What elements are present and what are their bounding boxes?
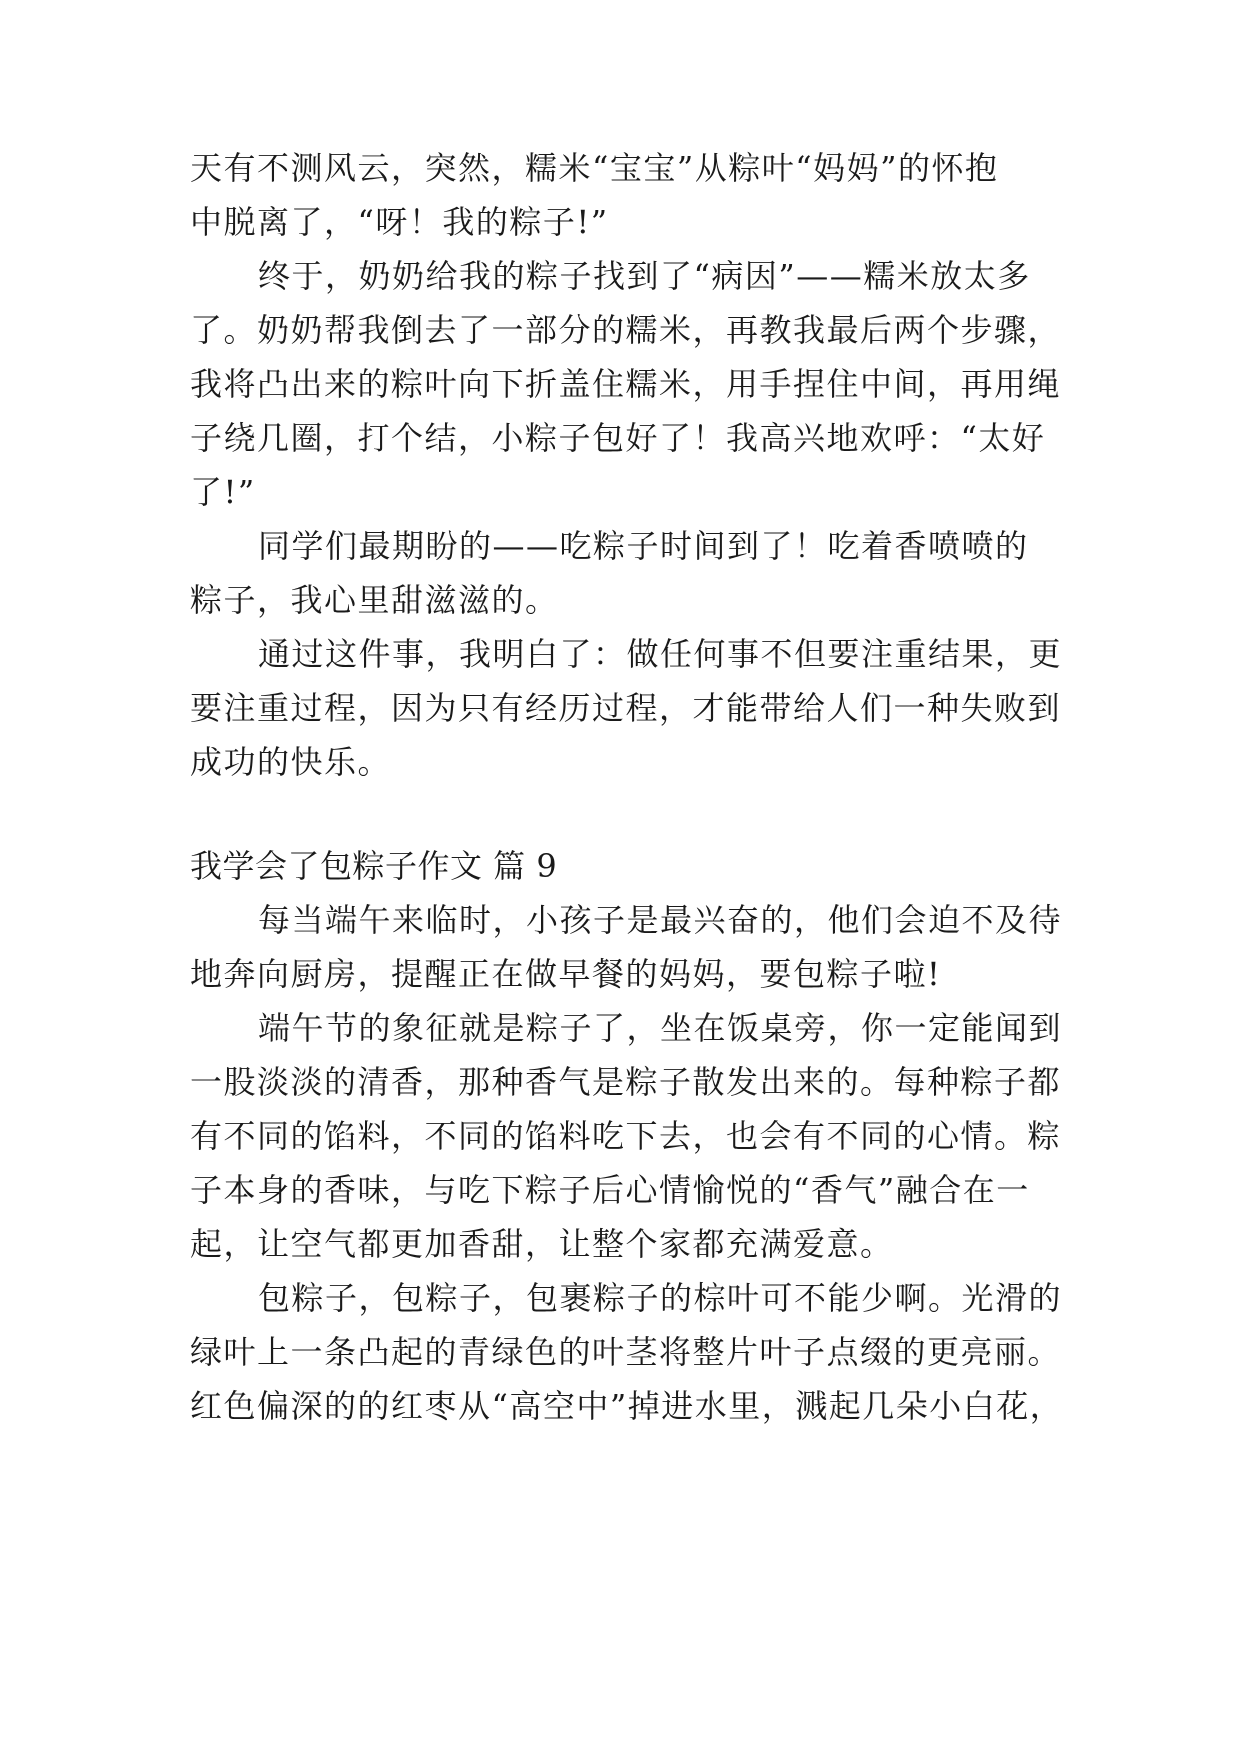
text-line: 同学们最期盼的——吃粽子时间到了！吃着香喷喷的 — [258, 527, 1029, 565]
text-line: 要注重过程，因为只有经历过程，才能带给人们一种失败到 — [190, 689, 1062, 727]
text-line: 起，让空气都更加香甜，让整个家都充满爱意。 — [190, 1225, 894, 1263]
text-line: 终于，奶奶给我的粽子找到了“病因”——糯米放太多 — [258, 257, 1031, 295]
text-line: 端午节的象征就是粽子了，坐在饭桌旁，你一定能闻到 — [258, 1009, 1063, 1047]
text-line: 红色偏深的的红枣从“高空中”掉进水里，溅起几朵小白花， — [190, 1387, 1064, 1425]
section-heading: 我学会了包粽子作文 篇 9 — [190, 847, 558, 885]
text-line: 成功的快乐。 — [190, 743, 392, 781]
text-line: 了。奶奶帮我倒去了一部分的糯米，再教我最后两个步骤， — [190, 311, 1062, 349]
text-line: 了!” — [190, 473, 256, 511]
text-line: 天有不测风云，突然，糯米“宝宝”从粽叶“妈妈”的怀抱 — [190, 149, 999, 187]
text-line: 粽子，我心里甜滋滋的。 — [190, 581, 559, 619]
text-line: 子本身的香味，与吃下粽子后心情愉悦的“香气”融合在一 — [190, 1171, 1030, 1209]
text-line: 通过这件事，我明白了：做任何事不但要注重结果，更 — [258, 635, 1063, 673]
text-line: 我将凸出来的粽叶向下折盖住糯米，用手捏住中间，再用绳 — [190, 365, 1062, 403]
text-line: 地奔向厨房，提醒正在做早餐的妈妈，要包粽子啦! — [190, 955, 942, 993]
text-line: 中脱离了，“呀！我的粽子!” — [190, 203, 609, 241]
text-line: 绿叶上一条凸起的青绿色的叶茎将整片叶子点缀的更亮丽。 — [190, 1333, 1062, 1371]
text-line: 每当端午来临时，小孩子是最兴奋的，他们会迫不及待 — [258, 901, 1063, 939]
text-line: 子绕几圈，打个结，小粽子包好了！我高兴地欢呼：“太好 — [190, 419, 1046, 457]
text-line: 有不同的馅料，不同的馅料吃下去，也会有不同的心情。粽 — [190, 1117, 1062, 1155]
text-line: 包粽子，包粽子，包裹粽子的棕叶可不能少啊。光滑的 — [258, 1279, 1063, 1317]
text-line: 一股淡淡的清香，那种香气是粽子散发出来的。每种粽子都 — [190, 1063, 1062, 1101]
